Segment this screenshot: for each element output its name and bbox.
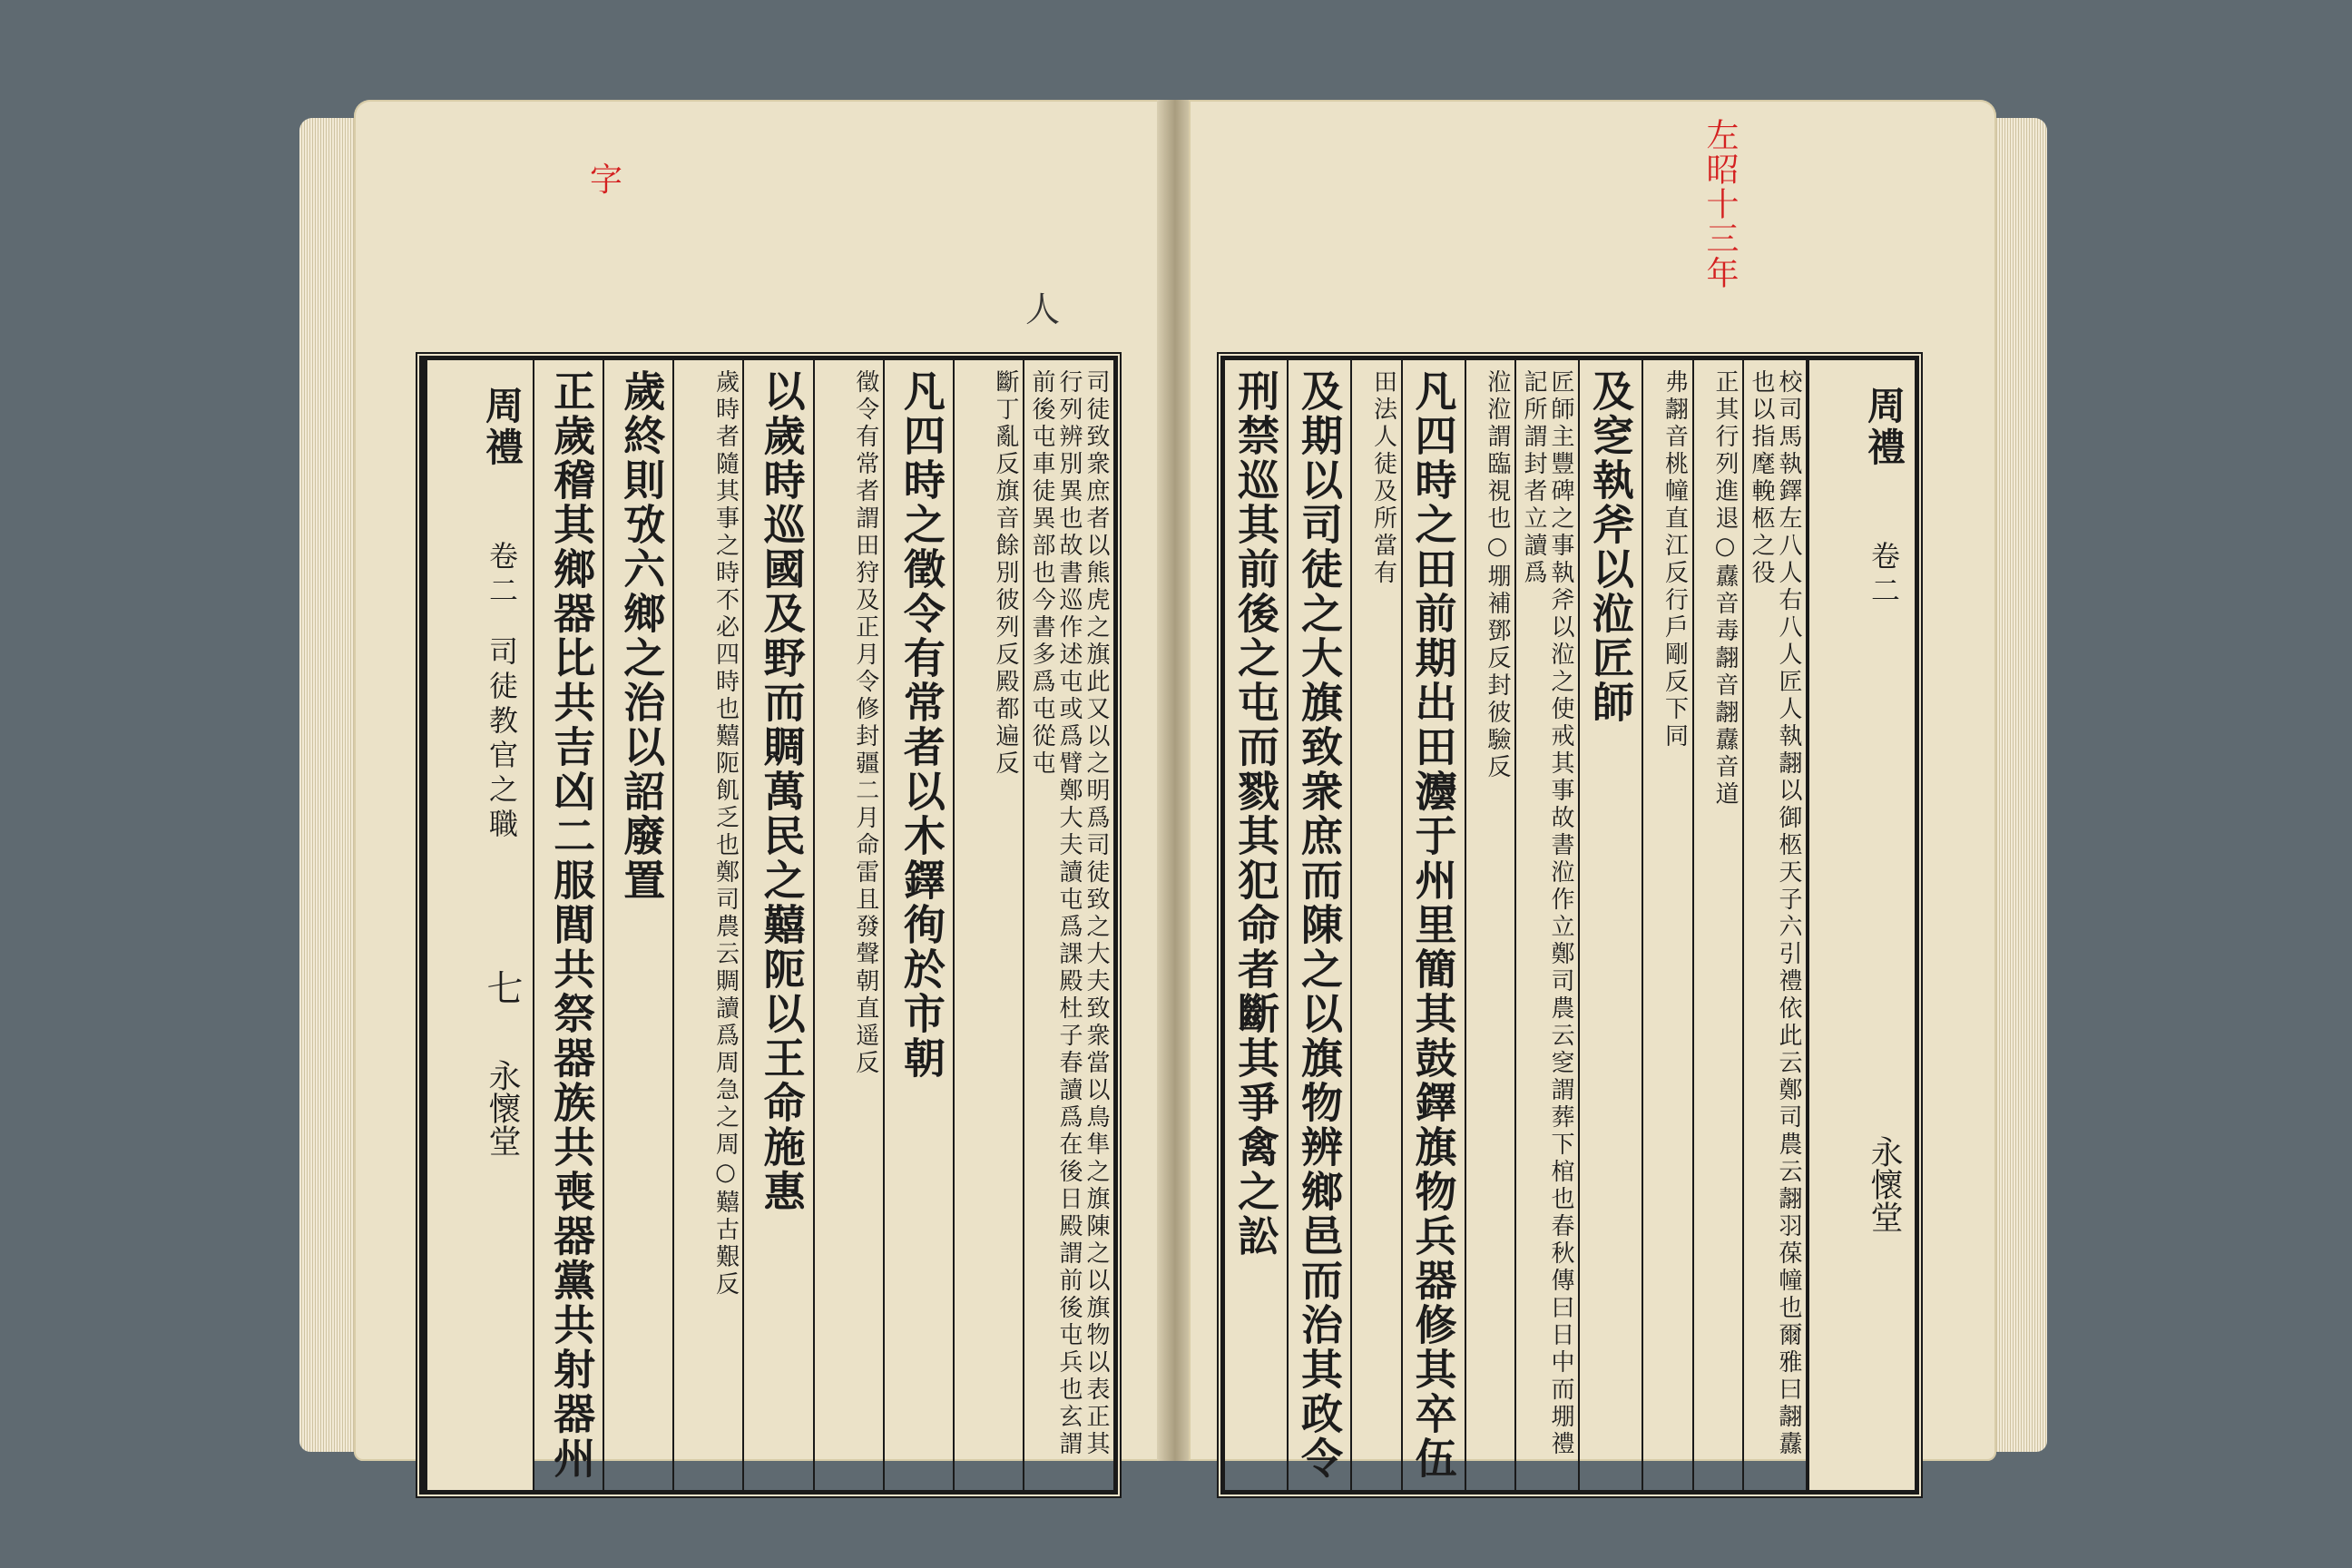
text-column: 田法人徒及所當有 xyxy=(1350,360,1401,1490)
right-text-frame xyxy=(1220,356,1919,1494)
text-column: 匠師主豐碑之事執斧以涖之使戒其事故書涖作立鄭司農云窆謂葬下棺也春秋傳曰日中而堋禮記所謂封者立讀爲 xyxy=(1514,360,1578,1490)
fold-title: 周禮 xyxy=(1862,386,1906,469)
text-column: 歲時者隨其事之時不必四時也囏阨飢乏也鄭司農云賙讀爲周急之周○囏古艱反 xyxy=(672,360,742,1490)
page-edges-right xyxy=(1994,118,2047,1452)
text-column: 涖涖謂臨視也○堋補鄧反封彼驗反 xyxy=(1465,360,1515,1490)
red-annotation-left: 字 xyxy=(590,162,623,199)
text-column: 斷丁亂反旗音餘別彼列反殿都遍反 xyxy=(953,360,1023,1490)
text-column: 及期以司徒之大旗致衆庶而陳之以旗物辨鄉邑而治其政令 xyxy=(1287,360,1350,1490)
fold-publisher: 永懷堂 xyxy=(484,1059,522,1157)
red-annotation-right: 左昭十三年 xyxy=(1701,118,1739,290)
fold-margin-left xyxy=(424,360,533,1490)
fold-margin-right xyxy=(1806,360,1915,1490)
right-page xyxy=(1189,100,1996,1481)
text-column: 歲終則攷六鄉之治以詔廢置 xyxy=(603,360,672,1490)
text-column: 弗翿音桃幢直江反行戶剛反下同 xyxy=(1642,360,1692,1490)
text-column: 徵令有常者謂田狩及正月令修封疆二月命雷且發聲朝直遥反 xyxy=(813,360,883,1490)
text-column: 正歲稽其鄉器比共吉凶二服閭共祭器族共喪器黨共射器州 xyxy=(533,360,603,1490)
fold-volume: 卷二 xyxy=(485,541,520,610)
text-column: 校司馬執鐸左八人右八人匠人執翿以御柩天子六引禮依此云鄭司農云翿羽葆幢也爾雅曰翿纛也以指麾輓柩之役 xyxy=(1742,360,1806,1490)
fold-volume: 卷二 xyxy=(1867,541,1901,610)
left-text-frame xyxy=(419,356,1118,1494)
book-gutter xyxy=(1157,100,1193,1461)
text-column: 以歲時巡國及野而賙萬民之囏阨以王命施惠 xyxy=(742,360,812,1490)
text-column: 刑禁巡其前後之屯而戮其犯命者斷其爭禽之訟 xyxy=(1231,369,1280,1259)
fold-section: 司徒教官之職 xyxy=(485,636,520,843)
text-column: 及窆執斧以涖匠師 xyxy=(1578,360,1642,1490)
open-book xyxy=(299,100,2051,1479)
text-column: 凡四時之田前期出田灋于州里簡其鼓鐸旗物兵器修其卒伍 xyxy=(1401,360,1465,1490)
fold-title: 周禮 xyxy=(480,386,525,469)
fold-publisher: 永懷堂 xyxy=(1866,1135,1903,1233)
fold-page-number: 七 xyxy=(481,969,524,1005)
page-edges-left xyxy=(299,118,358,1452)
stray-mark: 人 xyxy=(1025,289,1061,329)
text-column: 司徒致衆庶者以熊虎之旗此又以之明爲司徒致之大夫致衆當以鳥隼之旗陳之以旗物以表正其行列辨別異也故書巡作述屯或爲臂鄭大夫讀屯爲課殿杜子春讀爲在後日殿謂前後屯兵也玄謂前後屯車徒異部也今書多爲屯從屯 xyxy=(1023,360,1113,1490)
text-column: 正其行列進退○纛音毒翿音翿纛音道 xyxy=(1692,360,1743,1490)
left-page xyxy=(354,100,1161,1481)
text-column: 凡四時之徵令有常者以木鐸徇於市朝 xyxy=(883,360,953,1490)
